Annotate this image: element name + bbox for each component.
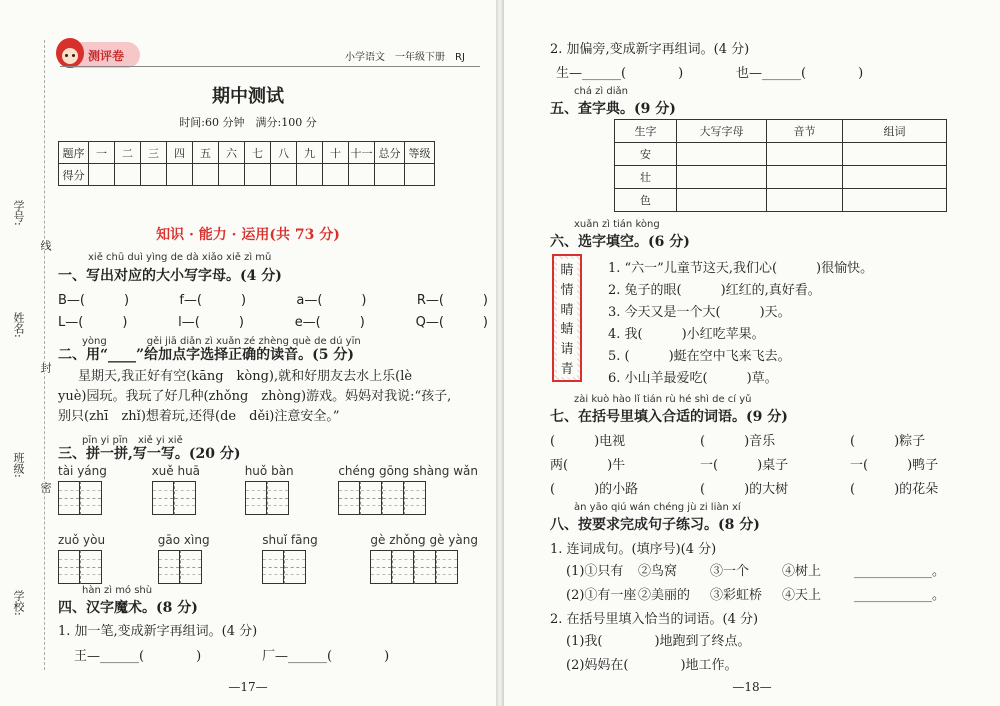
writing-box[interactable]: [245, 481, 267, 515]
label-student-id: 学号:: [12, 200, 25, 226]
score-header-cell: 八: [271, 142, 297, 164]
score-header-cell: 十: [323, 142, 349, 164]
q7-item[interactable]: 两( )牛: [550, 458, 626, 473]
writing-box[interactable]: [404, 481, 426, 515]
q3-title: 三、拼一拼,写一写。(20 分): [58, 446, 241, 462]
q8-2-item[interactable]: (2)妈妈在( )地工作。: [566, 658, 738, 673]
q8-2-title: 2. 在括号里填入恰当的词语。(4 分): [550, 612, 759, 627]
q4-2-title: 2. 加偏旁,变成新字再组词。(4 分): [550, 42, 750, 57]
section-title: 知识 · 能力 · 运用(共 73 分): [156, 227, 340, 243]
q4-2-item[interactable]: 也—______( ): [736, 66, 864, 81]
q3-word: [262, 533, 317, 584]
q3-word-pinyin: chéng gōng shàng wǎn: [338, 464, 478, 478]
q8-pinyin: àn yāo qiú wán chéng jù zi liàn xí: [574, 502, 741, 513]
q7-item[interactable]: ( )电视: [550, 434, 626, 449]
score-header-cell: 三: [141, 142, 167, 164]
q7-item[interactable]: ( )粽子: [850, 434, 926, 449]
q6-item[interactable]: 3. 今天又是一个大( )天。: [608, 305, 791, 320]
score-cell[interactable]: [245, 164, 271, 186]
q4-1-item[interactable]: 王—______( ): [74, 649, 202, 664]
q6-item[interactable]: 4. 我( )小红吃苹果。: [608, 327, 765, 342]
q8-word: ③彩虹桥: [710, 588, 763, 603]
lookup-header: 大写字母: [677, 120, 767, 143]
score-cell[interactable]: [167, 164, 193, 186]
q3-writing-boxes: [370, 550, 478, 584]
q3-grid-row: [58, 533, 478, 584]
writing-box[interactable]: [267, 481, 289, 515]
lookup-cell[interactable]: [677, 143, 767, 166]
q1-row-1: [58, 289, 488, 308]
q3-word: [58, 533, 105, 584]
score-header-cell: 二: [115, 142, 141, 164]
q3-writing-boxes: [58, 481, 107, 515]
writing-box[interactable]: [174, 481, 196, 515]
writing-box[interactable]: [414, 550, 436, 584]
score-header-cell: 总分: [375, 142, 405, 164]
q8-word: (2)①有一座: [566, 588, 637, 603]
q4-pinyin: hàn zì mó shù: [82, 585, 153, 596]
lookup-char: 色: [615, 189, 677, 212]
q3-word-pinyin: xuě huā: [151, 464, 201, 478]
q3-word-pinyin: gāo xìng: [157, 533, 210, 547]
score-header-cell: 七: [245, 142, 271, 164]
q3-word: [245, 464, 294, 515]
q6-title: 六、选字填空。(6 分): [550, 234, 690, 250]
score-header-cell: 四: [167, 142, 193, 164]
q5-title: 五、查字典。(9 分): [550, 101, 676, 117]
score-cell[interactable]: [297, 164, 323, 186]
writing-box[interactable]: [392, 550, 414, 584]
lookup-cell[interactable]: [843, 143, 947, 166]
q8-2-item[interactable]: (1)我( )地跑到了终点。: [566, 634, 751, 649]
lookup-cell[interactable]: [677, 166, 767, 189]
lookup-cell[interactable]: [843, 166, 947, 189]
lookup-cell[interactable]: [767, 143, 843, 166]
girl-avatar-icon: [56, 38, 84, 68]
page-title: 期中测试: [212, 86, 284, 107]
q7-item[interactable]: 一( )鸭子: [850, 458, 939, 473]
exam-meta: 时间:60 分钟 满分:100 分: [179, 116, 317, 129]
q1-item[interactable]: B—( ): [58, 293, 130, 308]
binding-line: [44, 40, 45, 670]
label-line: 线: [39, 240, 52, 251]
q7-title: 七、在括号里填入合适的词语。(9 分): [550, 409, 788, 425]
score-cell[interactable]: [349, 164, 375, 186]
q3-writing-boxes: [58, 550, 105, 584]
score-cell[interactable]: [141, 164, 167, 186]
lookup-char: 安: [615, 143, 677, 166]
q6-pinyin: xuǎn zì tián kòng: [574, 219, 660, 230]
header-rule: [60, 66, 480, 67]
badge: [58, 42, 140, 68]
badge-label: 测评卷: [88, 49, 125, 63]
label-seal: 封: [39, 362, 52, 373]
q1-item[interactable]: R—( ): [416, 293, 488, 308]
q2-title: 二、用“____”给加点字选择正确的读音。(5 分): [58, 347, 354, 363]
score-cell[interactable]: [89, 164, 115, 186]
q8-title: 八、按要求完成句子练习。(8 分): [550, 517, 760, 533]
q3-word: [338, 464, 478, 515]
writing-box[interactable]: [338, 481, 360, 515]
score-cell[interactable]: [115, 164, 141, 186]
q3-word: [58, 464, 107, 515]
score-cell[interactable]: [271, 164, 297, 186]
writing-box[interactable]: [58, 481, 80, 515]
book-gutter: [496, 0, 504, 706]
q3-word: [152, 464, 200, 515]
q4-title: 四、汉字魔术。(8 分): [58, 600, 198, 616]
q1-item[interactable]: f—( ): [179, 293, 247, 308]
q4-1-item[interactable]: 厂—______( ): [262, 649, 390, 664]
writing-box[interactable]: [436, 550, 458, 584]
q3-word: [158, 533, 210, 584]
writing-box[interactable]: [152, 481, 174, 515]
q6-choice-char: 青: [560, 361, 574, 377]
q2-pinyin: yòng gěi jiā diǎn zì xuǎn zé zhèng què de dú yīn: [82, 336, 361, 347]
score-header-cell: 九: [297, 142, 323, 164]
q8-word: ②美丽的: [638, 588, 691, 603]
q8-word: ④树上: [782, 564, 822, 579]
q3-pinyin: pīn yi pīn xiě yi xiě: [82, 435, 183, 446]
writing-box[interactable]: [80, 481, 102, 515]
score-header-cell: 五: [193, 142, 219, 164]
q4-2-item[interactable]: 生—______( ): [556, 66, 684, 81]
score-cell[interactable]: [193, 164, 219, 186]
q1-item[interactable]: e—( ): [294, 315, 365, 330]
q6-item[interactable]: 2. 兔子的眼( )红红的,真好看。: [608, 283, 821, 298]
q8-answer[interactable]: ____________。: [854, 588, 946, 603]
lookup-cell[interactable]: [843, 189, 947, 212]
q8-word: ②鸟窝: [638, 564, 678, 579]
score-cell[interactable]: [405, 164, 435, 186]
q6-choice-char: 睛: [560, 263, 574, 279]
writing-box[interactable]: [58, 550, 80, 584]
q8-answer[interactable]: ____________。: [854, 564, 946, 579]
writing-box[interactable]: [80, 550, 102, 584]
q1-item[interactable]: Q—( ): [415, 315, 488, 330]
page-number: —17—: [228, 680, 268, 694]
lookup-table: [614, 119, 947, 212]
q6-items: [608, 258, 873, 390]
q3-writing-boxes: [262, 550, 317, 584]
writing-box[interactable]: [382, 481, 404, 515]
q2-passage: [58, 367, 451, 427]
label-secret: 密: [39, 482, 52, 493]
q6-choice-char: 晴: [560, 302, 574, 318]
page-number: —18—: [732, 680, 772, 694]
lookup-char: 壮: [615, 166, 677, 189]
lookup-cell[interactable]: [677, 189, 767, 212]
q7-item[interactable]: ( )的大树: [700, 482, 789, 497]
q3-writing-boxes: [245, 481, 294, 515]
q3-grid-row: [58, 464, 478, 515]
q7-item[interactable]: ( )的小路: [550, 482, 639, 497]
q6-choice-list: [557, 259, 577, 377]
q5-pinyin: chá zì diǎn: [574, 86, 628, 97]
q8-word: ④天上: [782, 588, 822, 603]
q6-choice-char: 情: [560, 282, 574, 298]
q2-line: yuè)园玩。我玩了好几种(zhǒng zhòng)游戏。妈妈对我说:“孩子,: [58, 389, 452, 404]
score-cell[interactable]: [219, 164, 245, 186]
q3-word-pinyin: tài yáng: [58, 464, 107, 478]
q6-item[interactable]: 5. ( )蜓在空中飞来飞去。: [608, 349, 791, 364]
q2-line: 星期天,我正好有空(kāng kòng),就和好朋友去水上乐(lè: [78, 369, 413, 384]
lookup-header: 生字: [615, 120, 677, 143]
q7-grid: [550, 430, 970, 502]
q8-word: (1)①只有: [566, 564, 624, 579]
q3-writing-grid: [58, 464, 478, 584]
lookup-cell[interactable]: [767, 189, 843, 212]
score-row-label: 得分: [59, 164, 89, 186]
q3-word-pinyin: zuǒ yòu: [58, 533, 106, 547]
lookup-cell[interactable]: [767, 166, 843, 189]
q6-item[interactable]: 6. 小山羊最爱吃( )草。: [608, 371, 778, 386]
q3-word-pinyin: shuǐ fāng: [262, 533, 318, 547]
q6-choice-box: [552, 254, 582, 382]
lookup-header: 组词: [843, 120, 947, 143]
writing-box[interactable]: [284, 550, 306, 584]
writing-box[interactable]: [180, 550, 202, 584]
q7-item[interactable]: ( )音乐: [700, 434, 776, 449]
q3-writing-boxes: [158, 550, 210, 584]
label-school: 学校:: [12, 590, 25, 616]
q3-word-pinyin: gè zhǒng gè yàng: [370, 533, 478, 547]
q3-writing-boxes: [338, 481, 478, 515]
q7-item[interactable]: 一( )桌子: [700, 458, 789, 473]
q2-line: 别只(zhī zhǐ)想着玩,还得(de děi)注意安全。”: [58, 409, 340, 424]
score-header-cell: 题序: [59, 142, 89, 164]
score-header-cell: 十一: [349, 142, 375, 164]
q6-choice-char: 蜻: [560, 322, 574, 338]
score-table: [58, 141, 435, 186]
page-left: [0, 0, 496, 706]
writing-box[interactable]: [360, 481, 382, 515]
q3-word: [370, 533, 478, 584]
q3-writing-boxes: [152, 481, 200, 515]
q7-pinyin: zài kuò hào lǐ tián rù hé shì de cí yǔ: [574, 394, 752, 405]
q8-word: ③一个: [710, 564, 750, 579]
q6-choice-char: 请: [560, 341, 574, 357]
score-cell[interactable]: [323, 164, 349, 186]
score-header-cell: 等级: [405, 142, 435, 164]
score-header-cell: 六: [219, 142, 245, 164]
q1-title: 一、写出对应的大小写字母。(4 分): [58, 268, 282, 284]
label-class: 班级:: [12, 452, 25, 478]
q1-row-2: [58, 311, 488, 330]
q6-item[interactable]: 1. “六一”儿童节这天,我们心( )很愉快。: [608, 261, 874, 276]
page-right: [504, 0, 1000, 706]
q7-item[interactable]: ( )的花朵: [850, 482, 939, 497]
lookup-header: 音节: [767, 120, 843, 143]
score-header-cell: 一: [89, 142, 115, 164]
score-cell[interactable]: [375, 164, 405, 186]
q8-1-rows: [566, 560, 956, 608]
writing-box[interactable]: [370, 550, 392, 584]
q4-1-title: 1. 加一笔,变成新字再组词。(4 分): [58, 624, 258, 639]
q1-item[interactable]: a—( ): [296, 293, 367, 308]
subject-header: 小学语文 一年级下册 RJ: [345, 52, 465, 63]
label-name: 姓名:: [12, 312, 25, 338]
writing-box[interactable]: [158, 550, 180, 584]
q8-1-title: 1. 连词成句。(填序号)(4 分): [550, 542, 717, 557]
q3-word-pinyin: huǒ bàn: [244, 464, 294, 478]
q1-pinyin: xiě chū duì yìng de dà xiǎo xiě zì mǔ: [88, 252, 272, 263]
writing-box[interactable]: [262, 550, 284, 584]
q1-item[interactable]: l—( ): [178, 315, 244, 330]
q1-item[interactable]: L—( ): [58, 315, 128, 330]
